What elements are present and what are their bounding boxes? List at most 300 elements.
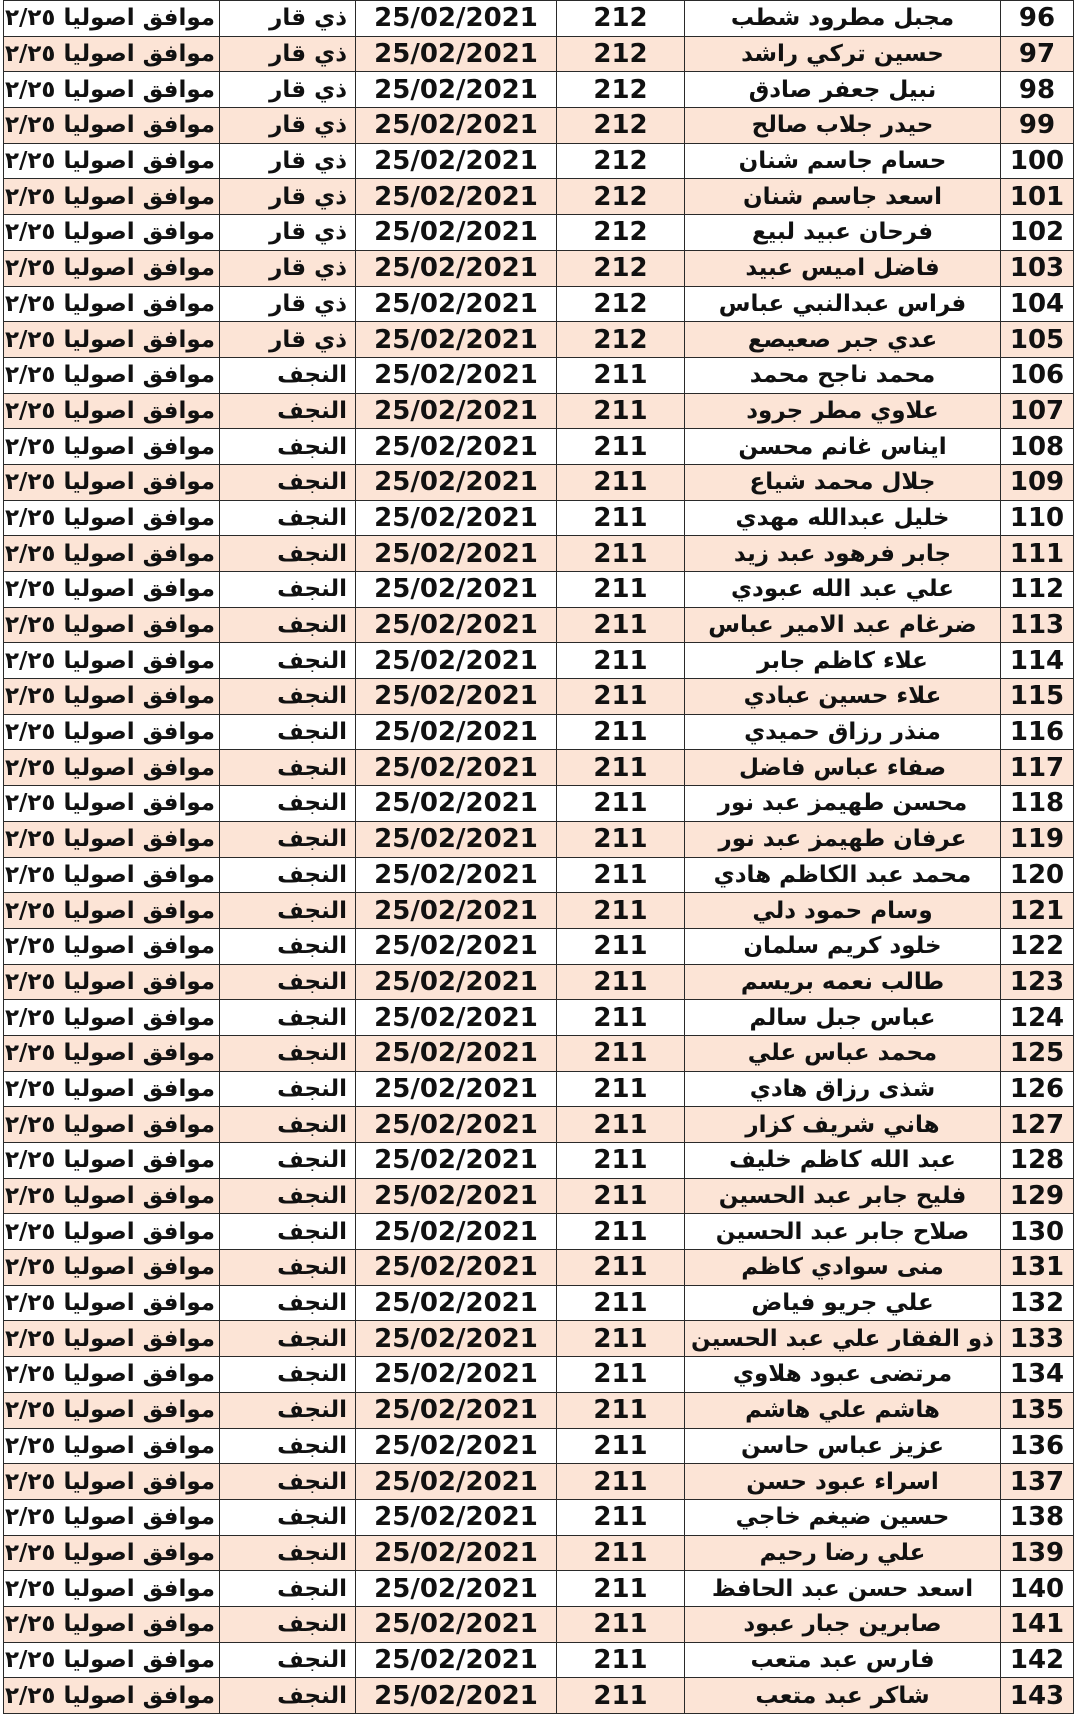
person-name: ضرغام عبد الامير عباس (685, 607, 1001, 643)
status-cell: موافق اصوليا ٢/٢٥ (4, 1535, 220, 1571)
date-cell: 25/02/2021 (356, 1000, 557, 1036)
table-row (4, 215, 1074, 251)
code-cell: 211 (557, 536, 685, 572)
date-cell: 25/02/2021 (356, 393, 557, 429)
code-cell: 211 (557, 464, 685, 500)
governorate-cell: النجف (220, 393, 356, 429)
governorate-cell: ذي قار (220, 72, 356, 108)
governorate-cell: ذي قار (220, 36, 356, 72)
governorate-cell: النجف (220, 714, 356, 750)
status-cell: موافق اصوليا ٢/٢٥ (4, 429, 220, 465)
date-cell: 25/02/2021 (356, 357, 557, 393)
code-cell: 211 (557, 928, 685, 964)
date-cell: 25/02/2021 (356, 893, 557, 929)
table-row (4, 1107, 1074, 1143)
governorate-cell: النجف (220, 464, 356, 500)
table-row (4, 322, 1074, 358)
status-cell: موافق اصوليا ٢/٢٥ (4, 1285, 220, 1321)
code-cell: 211 (557, 1678, 685, 1714)
table-row (4, 928, 1074, 964)
governorate-cell: النجف (220, 1321, 356, 1357)
date-cell: 25/02/2021 (356, 1357, 557, 1393)
governorate-cell: النجف (220, 1285, 356, 1321)
date-cell: 25/02/2021 (356, 1178, 557, 1214)
row-number: 137 (1001, 1464, 1074, 1500)
person-name: علاء كاظم جابر (685, 643, 1001, 679)
person-name: خلود كريم سلمان (685, 928, 1001, 964)
governorate-cell: النجف (220, 500, 356, 536)
status-cell: موافق اصوليا ٢/٢٥ (4, 1000, 220, 1036)
code-cell: 211 (557, 1499, 685, 1535)
row-number: 119 (1001, 821, 1074, 857)
status-cell: موافق اصوليا ٢/٢٥ (4, 72, 220, 108)
date-cell: 25/02/2021 (356, 1535, 557, 1571)
code-cell: 211 (557, 357, 685, 393)
person-name: عزيز عباس حاسن (685, 1428, 1001, 1464)
governorate-cell: النجف (220, 1571, 356, 1607)
table-row (4, 786, 1074, 822)
code-cell: 211 (557, 1321, 685, 1357)
row-number: 127 (1001, 1107, 1074, 1143)
governorate-cell: النجف (220, 1499, 356, 1535)
status-cell: موافق اصوليا ٢/٢٥ (4, 750, 220, 786)
person-name: صلاح جابر عبد الحسين (685, 1214, 1001, 1250)
table-row (4, 1143, 1074, 1179)
table-row (4, 536, 1074, 572)
status-cell: موافق اصوليا ٢/٢٥ (4, 893, 220, 929)
status-cell: موافق اصوليا ٢/٢٥ (4, 572, 220, 608)
person-name: ايناس غانم محسن (685, 429, 1001, 465)
date-cell: 25/02/2021 (356, 1250, 557, 1286)
status-cell: موافق اصوليا ٢/٢٥ (4, 322, 220, 358)
code-cell: 211 (557, 572, 685, 608)
table-row (4, 1214, 1074, 1250)
table-row (4, 72, 1074, 108)
table-row (4, 1357, 1074, 1393)
status-cell: موافق اصوليا ٢/٢٥ (4, 786, 220, 822)
code-cell: 211 (557, 643, 685, 679)
governorate-cell: النجف (220, 357, 356, 393)
governorate-cell: ذي قار (220, 215, 356, 251)
table-row (4, 1642, 1074, 1678)
row-number: 110 (1001, 500, 1074, 536)
governorate-cell: النجف (220, 1071, 356, 1107)
person-name: محسن طهيمز عبد نور (685, 786, 1001, 822)
governorate-cell: النجف (220, 893, 356, 929)
row-number: 124 (1001, 1000, 1074, 1036)
table-row (4, 857, 1074, 893)
row-number: 139 (1001, 1535, 1074, 1571)
code-cell: 212 (557, 108, 685, 144)
row-number: 118 (1001, 786, 1074, 822)
status-cell: موافق اصوليا ٢/٢٥ (4, 1071, 220, 1107)
governorate-cell: النجف (220, 429, 356, 465)
table-row (4, 1000, 1074, 1036)
governorate-cell: ذي قار (220, 1, 356, 37)
governorate-cell: ذي قار (220, 250, 356, 286)
date-cell: 25/02/2021 (356, 1214, 557, 1250)
row-number: 108 (1001, 429, 1074, 465)
governorate-cell: النجف (220, 1143, 356, 1179)
status-cell: موافق اصوليا ٢/٢٥ (4, 143, 220, 179)
status-cell: موافق اصوليا ٢/٢٥ (4, 500, 220, 536)
status-cell: موافق اصوليا ٢/٢٥ (4, 1392, 220, 1428)
date-cell: 25/02/2021 (356, 36, 557, 72)
date-cell: 25/02/2021 (356, 72, 557, 108)
row-number: 116 (1001, 714, 1074, 750)
table-row (4, 893, 1074, 929)
table-row (4, 821, 1074, 857)
status-cell: موافق اصوليا ٢/٢٥ (4, 857, 220, 893)
status-cell: موافق اصوليا ٢/٢٥ (4, 714, 220, 750)
row-number: 141 (1001, 1606, 1074, 1642)
date-cell: 25/02/2021 (356, 1392, 557, 1428)
row-number: 98 (1001, 72, 1074, 108)
row-number: 100 (1001, 143, 1074, 179)
status-cell: موافق اصوليا ٢/٢٥ (4, 1035, 220, 1071)
date-cell: 25/02/2021 (356, 750, 557, 786)
person-name: خليل عبدالله مهدي (685, 500, 1001, 536)
row-number: 97 (1001, 36, 1074, 72)
date-cell: 25/02/2021 (356, 1143, 557, 1179)
person-name: علي رضا رحيم (685, 1535, 1001, 1571)
person-name: هاشم علي هاشم (685, 1392, 1001, 1428)
table-row (4, 393, 1074, 429)
status-cell: موافق اصوليا ٢/٢٥ (4, 1143, 220, 1179)
date-cell: 25/02/2021 (356, 1606, 557, 1642)
date-cell: 25/02/2021 (356, 1464, 557, 1500)
table-body (4, 1, 1074, 1714)
row-number: 134 (1001, 1357, 1074, 1393)
code-cell: 212 (557, 36, 685, 72)
row-number: 129 (1001, 1178, 1074, 1214)
code-cell: 211 (557, 1250, 685, 1286)
date-cell: 25/02/2021 (356, 1107, 557, 1143)
date-cell: 25/02/2021 (356, 1, 557, 37)
row-number: 121 (1001, 893, 1074, 929)
governorate-cell: ذي قار (220, 179, 356, 215)
governorate-cell: النجف (220, 1214, 356, 1250)
status-cell: موافق اصوليا ٢/٢٥ (4, 1, 220, 37)
code-cell: 211 (557, 1464, 685, 1500)
code-cell: 212 (557, 1, 685, 37)
person-name: نبيل جعفر صادق (685, 72, 1001, 108)
person-name: عباس جبل سالم (685, 1000, 1001, 1036)
person-name: فليح جابر عبد الحسين (685, 1178, 1001, 1214)
table-row (4, 286, 1074, 322)
governorate-cell: ذي قار (220, 143, 356, 179)
date-cell: 25/02/2021 (356, 1642, 557, 1678)
code-cell: 211 (557, 1357, 685, 1393)
table-row (4, 1178, 1074, 1214)
date-cell: 25/02/2021 (356, 429, 557, 465)
person-name: فرحان عبيد لبيع (685, 215, 1001, 251)
date-cell: 25/02/2021 (356, 536, 557, 572)
governorate-cell: ذي قار (220, 286, 356, 322)
governorate-cell: النجف (220, 1606, 356, 1642)
row-number: 115 (1001, 679, 1074, 715)
date-cell: 25/02/2021 (356, 250, 557, 286)
code-cell: 211 (557, 1428, 685, 1464)
code-cell: 211 (557, 1178, 685, 1214)
status-cell: موافق اصوليا ٢/٢٥ (4, 1214, 220, 1250)
date-cell: 25/02/2021 (356, 179, 557, 215)
date-cell: 25/02/2021 (356, 286, 557, 322)
date-cell: 25/02/2021 (356, 821, 557, 857)
person-name: فارس عبد متعب (685, 1642, 1001, 1678)
person-name: اسراء عبود حسن (685, 1464, 1001, 1500)
code-cell: 212 (557, 143, 685, 179)
governorate-cell: النجف (220, 750, 356, 786)
table-row (4, 750, 1074, 786)
status-cell: موافق اصوليا ٢/٢٥ (4, 928, 220, 964)
table-row (4, 1606, 1074, 1642)
status-cell: موافق اصوليا ٢/٢٥ (4, 964, 220, 1000)
row-number: 120 (1001, 857, 1074, 893)
table-row (4, 1392, 1074, 1428)
governorate-cell: النجف (220, 1535, 356, 1571)
code-cell: 211 (557, 1535, 685, 1571)
governorate-cell: النجف (220, 1428, 356, 1464)
row-number: 106 (1001, 357, 1074, 393)
code-cell: 211 (557, 429, 685, 465)
code-cell: 211 (557, 1107, 685, 1143)
person-name: مجبل مطرود شطب (685, 1, 1001, 37)
table-row (4, 1321, 1074, 1357)
row-number: 142 (1001, 1642, 1074, 1678)
date-cell: 25/02/2021 (356, 1321, 557, 1357)
status-cell: موافق اصوليا ٢/٢٥ (4, 36, 220, 72)
code-cell: 211 (557, 714, 685, 750)
governorate-cell: النجف (220, 1178, 356, 1214)
row-number: 101 (1001, 179, 1074, 215)
table-row (4, 714, 1074, 750)
code-cell: 211 (557, 786, 685, 822)
table-row (4, 607, 1074, 643)
person-name: طالب نعمه بريسم (685, 964, 1001, 1000)
status-cell: موافق اصوليا ٢/٢٥ (4, 1499, 220, 1535)
governorate-cell: النجف (220, 928, 356, 964)
status-cell: موافق اصوليا ٢/٢٥ (4, 821, 220, 857)
row-number: 117 (1001, 750, 1074, 786)
status-cell: موافق اصوليا ٢/٢٥ (4, 1250, 220, 1286)
code-cell: 211 (557, 857, 685, 893)
row-number: 130 (1001, 1214, 1074, 1250)
code-cell: 211 (557, 1000, 685, 1036)
governorate-cell: النجف (220, 536, 356, 572)
table-row (4, 1035, 1074, 1071)
status-cell: موافق اصوليا ٢/٢٥ (4, 679, 220, 715)
row-number: 122 (1001, 928, 1074, 964)
table-row (4, 429, 1074, 465)
date-cell: 25/02/2021 (356, 215, 557, 251)
person-name: عدي جبر صعيصع (685, 322, 1001, 358)
code-cell: 211 (557, 1642, 685, 1678)
governorate-cell: النجف (220, 679, 356, 715)
person-name: هاني شريف كزار (685, 1107, 1001, 1143)
table-row (4, 250, 1074, 286)
code-cell: 211 (557, 1571, 685, 1607)
row-number: 132 (1001, 1285, 1074, 1321)
person-name: حسام جاسم شنان (685, 143, 1001, 179)
row-number: 112 (1001, 572, 1074, 608)
governorate-cell: النجف (220, 1250, 356, 1286)
person-name: علاء حسين عبادي (685, 679, 1001, 715)
governorate-cell: النجف (220, 857, 356, 893)
date-cell: 25/02/2021 (356, 857, 557, 893)
table-row (4, 679, 1074, 715)
table-row (4, 1678, 1074, 1714)
code-cell: 211 (557, 679, 685, 715)
date-cell: 25/02/2021 (356, 143, 557, 179)
row-number: 133 (1001, 1321, 1074, 1357)
date-cell: 25/02/2021 (356, 108, 557, 144)
date-cell: 25/02/2021 (356, 1071, 557, 1107)
governorate-cell: النجف (220, 964, 356, 1000)
row-number: 123 (1001, 964, 1074, 1000)
date-cell: 25/02/2021 (356, 1285, 557, 1321)
person-name: اسعد جاسم شنان (685, 179, 1001, 215)
date-cell: 25/02/2021 (356, 1678, 557, 1714)
row-number: 143 (1001, 1678, 1074, 1714)
status-cell: موافق اصوليا ٢/٢٥ (4, 215, 220, 251)
person-name: حسين تركي راشد (685, 36, 1001, 72)
row-number: 96 (1001, 1, 1074, 37)
status-cell: موافق اصوليا ٢/٢٥ (4, 1642, 220, 1678)
row-number: 104 (1001, 286, 1074, 322)
status-cell: موافق اصوليا ٢/٢٥ (4, 1357, 220, 1393)
row-number: 103 (1001, 250, 1074, 286)
person-name: منذر رزاق حميدي (685, 714, 1001, 750)
table-row (4, 36, 1074, 72)
code-cell: 211 (557, 500, 685, 536)
date-cell: 25/02/2021 (356, 643, 557, 679)
person-name: شذى رزاق هادي (685, 1071, 1001, 1107)
date-cell: 25/02/2021 (356, 500, 557, 536)
date-cell: 25/02/2021 (356, 464, 557, 500)
code-cell: 211 (557, 607, 685, 643)
row-number: 99 (1001, 108, 1074, 144)
code-cell: 211 (557, 964, 685, 1000)
person-name: حيدر جلاب صالح (685, 108, 1001, 144)
row-number: 136 (1001, 1428, 1074, 1464)
table-row (4, 1071, 1074, 1107)
person-name: ذو الفقار علي عبد الحسين (685, 1321, 1001, 1357)
date-cell: 25/02/2021 (356, 928, 557, 964)
status-cell: موافق اصوليا ٢/٢٥ (4, 1178, 220, 1214)
row-number: 109 (1001, 464, 1074, 500)
code-cell: 211 (557, 1606, 685, 1642)
status-cell: موافق اصوليا ٢/٢٥ (4, 1428, 220, 1464)
person-name: صابرين جبار عبود (685, 1606, 1001, 1642)
status-cell: موافق اصوليا ٢/٢٥ (4, 108, 220, 144)
person-name: اسعد حسن عبد الحافظ (685, 1571, 1001, 1607)
person-name: عرفان طهيمز عبد نور (685, 821, 1001, 857)
code-cell: 211 (557, 821, 685, 857)
date-cell: 25/02/2021 (356, 1499, 557, 1535)
code-cell: 211 (557, 1035, 685, 1071)
row-number: 102 (1001, 215, 1074, 251)
date-cell: 25/02/2021 (356, 679, 557, 715)
date-cell: 25/02/2021 (356, 1428, 557, 1464)
person-name: مرتضى عبود هلاوي (685, 1357, 1001, 1393)
code-cell: 212 (557, 322, 685, 358)
person-name: جابر فرهود عبد زيد (685, 536, 1001, 572)
row-number: 140 (1001, 1571, 1074, 1607)
status-cell: موافق اصوليا ٢/٢٥ (4, 1678, 220, 1714)
table-row (4, 964, 1074, 1000)
status-cell: موافق اصوليا ٢/٢٥ (4, 250, 220, 286)
status-cell: موافق اصوليا ٢/٢٥ (4, 393, 220, 429)
row-number: 126 (1001, 1071, 1074, 1107)
person-name: حسين ضيغم خاجي (685, 1499, 1001, 1535)
status-cell: موافق اصوليا ٢/٢٥ (4, 643, 220, 679)
table-row (4, 108, 1074, 144)
code-cell: 211 (557, 1392, 685, 1428)
person-name: صفاء عباس فاضل (685, 750, 1001, 786)
person-name: علي عبد الله عبودي (685, 572, 1001, 608)
code-cell: 212 (557, 179, 685, 215)
person-name: علي جريو فياض (685, 1285, 1001, 1321)
table-row (4, 1464, 1074, 1500)
person-name: محمد ناجح محمد (685, 357, 1001, 393)
table-row (4, 357, 1074, 393)
table-row (4, 643, 1074, 679)
governorate-cell: النجف (220, 1357, 356, 1393)
status-cell: موافق اصوليا ٢/٢٥ (4, 1606, 220, 1642)
status-cell: موافق اصوليا ٢/٢٥ (4, 464, 220, 500)
code-cell: 211 (557, 1071, 685, 1107)
status-cell: موافق اصوليا ٢/٢٥ (4, 536, 220, 572)
date-cell: 25/02/2021 (356, 322, 557, 358)
status-cell: موافق اصوليا ٢/٢٥ (4, 1107, 220, 1143)
table-row (4, 1428, 1074, 1464)
row-number: 128 (1001, 1143, 1074, 1179)
code-cell: 211 (557, 1214, 685, 1250)
status-cell: موافق اصوليا ٢/٢٥ (4, 607, 220, 643)
person-name: منى سوادي كاظم (685, 1250, 1001, 1286)
status-cell: موافق اصوليا ٢/٢٥ (4, 1571, 220, 1607)
governorate-cell: النجف (220, 1000, 356, 1036)
code-cell: 211 (557, 750, 685, 786)
person-name: جلال محمد شياع (685, 464, 1001, 500)
row-number: 105 (1001, 322, 1074, 358)
row-number: 125 (1001, 1035, 1074, 1071)
date-cell: 25/02/2021 (356, 714, 557, 750)
approval-table (3, 0, 1074, 1714)
governorate-cell: النجف (220, 643, 356, 679)
governorate-cell: النجف (220, 1035, 356, 1071)
governorate-cell: النجف (220, 1678, 356, 1714)
date-cell: 25/02/2021 (356, 964, 557, 1000)
person-name: فراس عبدالنبي عباس (685, 286, 1001, 322)
governorate-cell: النجف (220, 607, 356, 643)
date-cell: 25/02/2021 (356, 1035, 557, 1071)
table-row (4, 1250, 1074, 1286)
table-row (4, 464, 1074, 500)
row-number: 113 (1001, 607, 1074, 643)
row-number: 131 (1001, 1250, 1074, 1286)
person-name: علاوي مطر جرود (685, 393, 1001, 429)
table-row (4, 572, 1074, 608)
row-number: 138 (1001, 1499, 1074, 1535)
table-row (4, 1571, 1074, 1607)
governorate-cell: ذي قار (220, 108, 356, 144)
person-name: محمد عباس علي (685, 1035, 1001, 1071)
row-number: 111 (1001, 536, 1074, 572)
governorate-cell: النجف (220, 572, 356, 608)
person-name: وسام حمود دلي (685, 893, 1001, 929)
